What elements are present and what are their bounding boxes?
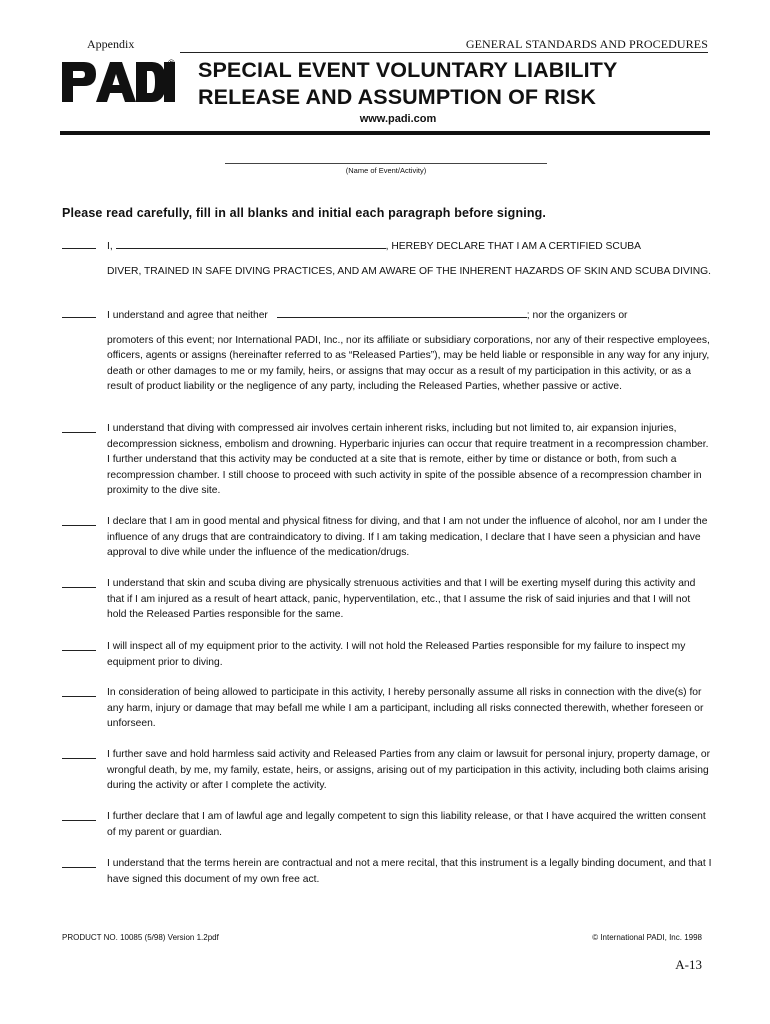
copyright: © International PADI, Inc. 1998: [592, 933, 702, 942]
paragraph-6: [62, 639, 712, 670]
organizer-field[interactable]: [277, 306, 527, 318]
initial-blank-10[interactable]: [62, 856, 96, 874]
paragraph-5: [62, 576, 712, 623]
header-section-title: GENERAL STANDARDS AND PROCEDURES: [465, 37, 708, 51]
title-line-2: RELEASE AND ASSUMPTION OF RISK: [198, 85, 596, 109]
p3-text: I understand that diving with compressed air involves certain inherent risks, including but not limited to, air expansion injuries, decompression sickness, embolism and drowning. Hyperbaric injuries can occur that require treatment in a recompression chamber. I further understand that this activity may be conducted at a site that is remote, either by time or distance or both, from such a recompression chamber. I still choose to proceed with such activity in spite of the possible absence of a recompression chamber in proximity to the dive site.: [107, 423, 709, 497]
paragraph-7: [62, 685, 712, 732]
header-appendix: Appendix: [87, 37, 135, 51]
paragraph-10: [62, 856, 712, 887]
initial-blank-9[interactable]: [62, 809, 96, 827]
initial-blank-3[interactable]: [62, 421, 96, 439]
paragraph-2: [62, 306, 712, 395]
p2-text: promoters of this event; nor International PADI, Inc., nor its affiliate or subsidiary corporations, nor any of their respective employees, officers, agents or assigns (hereinafter referred to as “Released Parties”), may be held liable or responsible in any way for any injury, death or other damages to me or my family, heirs, or assigns that may occur as a result of my participation in this activity, or as a result of product liability or the negligence of any party, including the Released Parties, whether passive or active.: [107, 334, 710, 393]
p10-text: I understand that the terms herein are contractual and not a mere recital, that this instrument is a legally binding document, and that I have signed this document of my own free act.: [107, 858, 712, 885]
paragraph-4: [62, 514, 712, 561]
document-title: [198, 57, 617, 111]
p6-text: I will inspect all of my equipment prior to the activity. I will not hold the Released Parties responsible for my failure to inspect my equipment prior to diving.: [107, 641, 686, 668]
padi-logo: [60, 60, 175, 104]
title-divider: [60, 131, 710, 135]
p2-prefix: I understand and agree that neither: [107, 310, 268, 321]
initial-blank-4[interactable]: [62, 514, 96, 532]
initial-blank-1[interactable]: [62, 237, 96, 255]
event-name-label: (Name of Event/Activity): [345, 166, 427, 175]
p1-prefix: I,: [107, 241, 113, 252]
paragraph-8: [62, 747, 712, 794]
paragraph-9: [62, 809, 712, 840]
header-divider: [180, 52, 708, 53]
event-name-field[interactable]: [225, 163, 547, 164]
p4-text: I declare that I am in good mental and physical fitness for diving, and that I am not under the influence of alcohol, nor am I under the influence of any drugs that are contraindicatory to diving. If I am taking medication, I declare that I have seen a physician and have approval to dive while under the influence of the medication/drugs.: [107, 516, 708, 559]
initial-blank-7[interactable]: [62, 685, 96, 703]
initial-blank-2[interactable]: [62, 306, 96, 324]
p2-line1-suffix: ; nor the organizers or: [526, 310, 628, 321]
paragraph-3: [62, 421, 712, 499]
page-number: A-13: [675, 957, 702, 972]
initial-blank-6[interactable]: [62, 639, 96, 657]
instructions: Please read carefully, fill in all blanks and initial each paragraph before signing.: [62, 206, 547, 220]
initial-blank-5[interactable]: [62, 576, 96, 594]
initial-blank-8[interactable]: [62, 747, 96, 765]
name-field[interactable]: [116, 237, 386, 249]
p7-text: In consideration of being allowed to participate in this activity, I hereby personally assume all risks in connection with the dive(s) for any harm, injury or damage that may befall me while I am a participant, including all risks connected therewith, whether foreseen or unforseen.: [107, 687, 704, 730]
p1-text: DIVER, TRAINED IN SAFE DIVING PRACTICES, AND AM AWARE OF THE INHERENT HAZARDS OF SKIN AND SCUBA DIVING.: [107, 265, 711, 277]
paragraph-1: [62, 237, 712, 279]
p1-line1-suffix: , HEREBY DECLARE THAT I AM A CERTIFIED SCUBA: [385, 241, 642, 252]
registered-mark: ®: [168, 58, 175, 68]
p9-text: I further declare that I am of lawful age and legally competent to sign this liability release, or that I have acquired the written consent of my parent or guardian.: [107, 811, 706, 838]
product-number: PRODUCT NO. 10085 (5/98) Version 1.2pdf: [62, 933, 219, 942]
p5-text: I understand that skin and scuba diving are physically strenuous activities and that I will be exerting myself during this activity and that if I am injured as a result of heart attack, panic, hyperventilation, etc., that I assume the risk of said injuries and that I will not hold the Released Parties responsible for the same.: [107, 578, 696, 621]
title-line-1: SPECIAL EVENT VOLUNTARY LIABILITY: [198, 58, 618, 82]
p8-text: I further save and hold harmless said activity and Released Parties from any claim or lawsuit for personal injury, property damage, or wrongful death, by me, my family, estate, heirs, or assigns, arising out of my participation in this activity, including both claims arising during the activity or after I complete the activity.: [107, 749, 711, 792]
website-url[interactable]: www.padi.com: [359, 113, 437, 125]
